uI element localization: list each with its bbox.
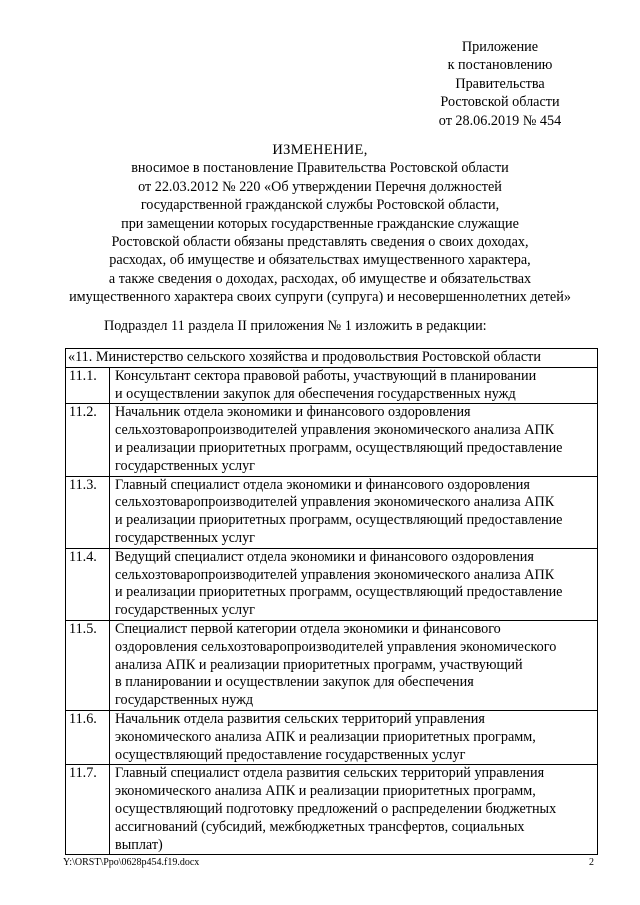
table-row (66, 476, 598, 548)
footer-file-path: Y:\ORST\Ppo\0628p454.f19.docx (63, 857, 200, 868)
table-row (66, 404, 598, 476)
row-number: 11.7. (66, 765, 110, 855)
row-number: 11.4. (66, 548, 110, 620)
appendix-line-5: от 28.06.2019 № 454 (438, 112, 562, 129)
position-line: государственных услуг (115, 529, 255, 546)
position-line: Главный специалист отдела развития сельских территорий управления (115, 765, 545, 782)
position-line: сельхозтоваропроизводителей управления экономического анализа АПК (115, 494, 555, 511)
positions-table (65, 348, 598, 855)
table-row (66, 710, 598, 764)
heading-line: расходах, об имуществе и обязательствах имущественного характера, (109, 252, 531, 269)
position-line: Консультант сектора правовой работы, участвующий в планировании (115, 367, 537, 384)
section-header: «11. Министерство сельского хозяйства и продовольствия Ростовской области (66, 349, 598, 368)
table-row (66, 367, 598, 404)
position-line: экономического анализа АПК и реализации приоритетных программ, (115, 783, 536, 800)
position-line: выплат) (115, 836, 163, 853)
document-heading (40, 141, 600, 307)
position-line: государственных услуг (115, 602, 255, 619)
heading-line: вносимое в постановление Правительства Ростовской области (131, 160, 509, 177)
position-line: сельхозтоваропроизводителей управления экономического анализа АПК (115, 566, 555, 583)
position-line: Начальник отдела экономики и финансового оздоровления (115, 404, 471, 421)
position-line: и реализации приоритетных программ, осуществляющий предоставление (115, 584, 563, 601)
position-line: Специалист первой категории отдела экономики и финансового (115, 620, 501, 637)
intro-paragraph: Подраздел 11 раздела II приложения № 1 изложить в редакции: (104, 318, 487, 334)
position-line: Главный специалист отдела экономики и финансового оздоровления (115, 476, 530, 493)
position-line: и реализации приоритетных программ, осуществляющий предоставление (115, 512, 563, 529)
position-line: сельхозтоваропроизводителей управления экономического анализа АПК (115, 422, 555, 439)
row-position (110, 548, 598, 620)
row-position (110, 367, 598, 404)
row-number: 11.6. (66, 710, 110, 764)
position-line: государственных услуг (115, 457, 255, 474)
position-line: и реализации приоритетных программ, осуществляющий предоставление (115, 439, 563, 456)
row-position (110, 620, 598, 710)
position-line: осуществляющий предоставление государственных услуг (115, 746, 466, 763)
heading-line: от 22.03.2012 № 220 «Об утверждении Перечня должностей (138, 178, 502, 195)
row-position (110, 404, 598, 476)
position-line: в планировании и осуществлении закупок для обеспечения (115, 674, 474, 691)
position-line: и осуществлении закупок для обеспечения государственных нужд (115, 385, 516, 402)
appendix-line-1: Приложение (461, 39, 539, 55)
row-number: 11.1. (66, 367, 110, 404)
position-line: Начальник отдела развития сельских территорий управления (115, 710, 485, 727)
position-line: оздоровления сельхозтоваропроизводителей управления экономического (115, 638, 557, 655)
table-row (66, 620, 598, 710)
position-line: Ведущий специалист отдела экономики и финансового оздоровления (115, 548, 534, 565)
table-row (66, 548, 598, 620)
appendix-block (410, 38, 590, 130)
row-position (110, 765, 598, 855)
heading-line: имущественного характера своих супруги (супруга) и несовершеннолетних детей» (69, 289, 571, 306)
position-line: анализа АПК и реализации приоритетных программ, участвующий (115, 656, 523, 673)
heading-line: государственной гражданской службы Ростовской области, (140, 197, 500, 214)
table-section-row (66, 349, 598, 368)
heading-line: при замещении которых государственные гражданские служащие (121, 215, 519, 232)
position-line: ассигнований (субсидий, межбюджетных трансфертов, социальных (115, 818, 525, 835)
appendix-line-2: к постановлению (447, 57, 553, 74)
footer-page-number: 2 (589, 857, 594, 868)
row-number: 11.5. (66, 620, 110, 710)
row-position (110, 476, 598, 548)
position-line: государственных нужд (115, 692, 254, 709)
row-number: 11.3. (66, 476, 110, 548)
heading-title: ИЗМЕНЕНИЕ, (272, 142, 368, 158)
row-number: 11.2. (66, 404, 110, 476)
appendix-line-4: Ростовской области (440, 94, 560, 111)
position-line: осуществляющий подготовку предложений о распределении бюджетных (115, 800, 557, 817)
appendix-line-3: Правительства (455, 75, 545, 92)
row-position (110, 710, 598, 764)
heading-line: а также сведения о доходах, расходах, об имуществе и обязательствах (108, 270, 532, 287)
heading-line: Ростовской области обязаны представлять сведения о своих доходах, (111, 234, 529, 251)
position-line: экономического анализа АПК и реализации приоритетных программ, (115, 728, 536, 745)
table-row (66, 765, 598, 855)
